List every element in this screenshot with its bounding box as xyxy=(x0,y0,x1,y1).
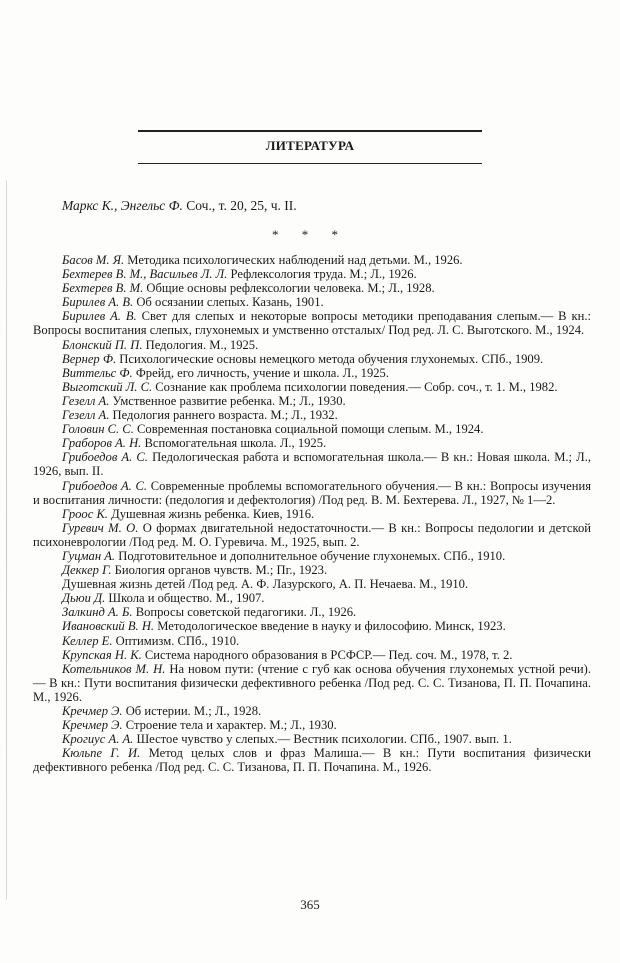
reference-authors: Кречмер Э. xyxy=(62,718,123,733)
heading-top-rule xyxy=(138,130,482,132)
reference-text: Рефлексология труда. М.; Л., 1926. xyxy=(227,267,417,282)
reference-text: На новом пути: (чтение с губ как основа обучения глухонемых устной речи).— В кн.: Пути воспитания физически дефективного ребенка /Под ред. С. С. Тизанова, П. П. Почапина. М., 1926. xyxy=(33,661,592,704)
reference-text: Школа и общество. М., 1907. xyxy=(105,591,265,606)
reference-text: Современная постановка социальной помощи слепым. М., 1924. xyxy=(133,422,484,437)
reference-item xyxy=(33,295,591,309)
heading-bottom-rule xyxy=(138,163,482,164)
reference-list xyxy=(33,253,591,774)
reference-item xyxy=(33,281,591,295)
reference-text: Педология раннего возраста. М.; Л., 1932. xyxy=(109,408,338,423)
reference-text: Психологические основы немецкого метода обучения глухонемых. СПб., 1909. xyxy=(116,351,544,366)
reference-item xyxy=(33,450,591,478)
reference-text: Душевная жизнь детей /Под ред. А. Ф. Лазурского, А. П. Нечаева. М., 1910. xyxy=(62,577,469,592)
reference-text: Подготовительное и дополнительное обучение глухонемых. СПб., 1910. xyxy=(115,548,506,563)
reference-item xyxy=(33,746,591,774)
reference-authors: Виттельс Ф. xyxy=(62,365,133,380)
reference-text: Сознание как проблема психологии поведения.— Собр. соч., т. 1. М., 1982. xyxy=(152,379,558,394)
reference-text: Об осязании слепых. Казань, 1901. xyxy=(133,295,324,310)
reference-authors: Басов М. Я. xyxy=(62,253,125,267)
reference-authors: Блонский П. П. xyxy=(62,337,143,352)
reference-item xyxy=(33,253,591,267)
reference-item xyxy=(33,479,591,507)
reference-authors: Грибоедов А. С. xyxy=(62,450,148,465)
reference-text: О формах двигательной недостаточности.— В кн.: Вопросы педологии и детской психоневрологии /Под ред. М. О. Гуревича. М., 1925, вып. 2. xyxy=(33,520,591,549)
reference-authors: Залкинд А. Б. xyxy=(62,605,133,620)
marx-engels-reference xyxy=(62,198,297,214)
reference-text: Методика психологических наблюдений над детьми. М., 1926. xyxy=(124,253,463,267)
page-title: ЛИТЕРАТУРА xyxy=(265,138,355,153)
reference-text: Общие основы рефлексологии человека. М.; Л., 1928. xyxy=(143,281,435,296)
reference-item xyxy=(33,436,591,450)
reference-authors: Грибоедов А. С. xyxy=(62,478,148,493)
reference-authors: Бирилев А. В. xyxy=(62,295,134,310)
reference-text: Современные проблемы вспомогательного обучения.— В кн.: Вопросы изучения и воспитания личности: (педология и дефектология) /Под ред. В. М. Бехтерева. Л., 1927, № 1—2. xyxy=(33,478,591,507)
reference-text: Педологическая работа и вспомогательная школа.— В кн.: Новая школа. М.; Л., 1926, вып. II. xyxy=(33,450,592,479)
reference-text: Умственное развитие ребенка. М.; Л., 1930. xyxy=(109,393,346,408)
reference-authors: Головин С. С. xyxy=(62,422,134,437)
reference-item xyxy=(33,521,591,549)
reference-authors: Деккер Г. xyxy=(62,563,112,578)
reference-item xyxy=(33,563,591,577)
reference-authors: Вернер Ф. xyxy=(62,351,117,366)
reference-authors: Дьюи Д. xyxy=(62,591,106,606)
reference-item xyxy=(33,718,591,732)
reference-item xyxy=(33,507,591,521)
reference-authors: Крупская Н. К. xyxy=(62,647,142,662)
reference-authors: Крогиус А. А. xyxy=(62,732,134,747)
reference-text: Метод целых слов и фраз Малиша.— В кн.: Пути воспитания физически дефективного ребенка /Под ред. С. С. Тизанова, П. П. Почапина. М., 1926. xyxy=(33,746,591,775)
reference-text: Вспомогательная школа. Л., 1925. xyxy=(141,436,327,451)
reference-item xyxy=(33,605,591,619)
reference-text: Система народного образования в РСФСР.— Пед. соч. М., 1978, т. 2. xyxy=(141,647,513,662)
reference-item xyxy=(33,732,591,746)
section-separator: * * * xyxy=(272,227,348,242)
reference-text: Свет для слепых и некоторые вопросы методики преподавания слепым.— В кн.: Вопросы воспитания слепых, глухонемых и умственно отсталых/ Под ред. Л. С. Выготского. М., 1924. xyxy=(33,309,591,338)
reference-item xyxy=(33,366,591,380)
reference-text: Фрейд, его личность, учение и школа. Л., 1925. xyxy=(132,365,389,380)
reference-item xyxy=(33,648,591,662)
reference-authors: Гроос К. xyxy=(62,506,108,521)
reference-item xyxy=(33,380,591,394)
reference-authors: Котельников М. Н. xyxy=(62,661,166,676)
reference-item xyxy=(33,394,591,408)
reference-item xyxy=(33,338,591,352)
reference-text: Об истерии. М.; Л., 1928. xyxy=(122,704,262,718)
reference-authors: Выготский Л. С. xyxy=(62,379,153,394)
reference-item xyxy=(33,267,591,281)
reference-item xyxy=(33,408,591,422)
reference-item xyxy=(33,634,591,648)
reference-authors: Келлер Е. xyxy=(62,633,113,648)
reference-item xyxy=(33,704,591,718)
reference-authors: Бехтерев В. М. xyxy=(62,281,144,296)
reference-authors: Ивановский В. Н. xyxy=(62,619,155,634)
scan-edge-shadow xyxy=(6,180,7,900)
reference-authors: Кречмер Э. xyxy=(62,704,123,718)
reference-item xyxy=(33,549,591,563)
reference-text: Душевная жизнь ребенка. Киев, 1916. xyxy=(107,506,315,521)
reference-authors: Граборов А. Н. xyxy=(62,436,142,451)
reference-text: Педология. М., 1925. xyxy=(142,337,259,352)
reference-item xyxy=(33,422,591,436)
reference-authors: Гуцман А. xyxy=(62,548,116,563)
reference-text: Оптимизм. СПб., 1910. xyxy=(112,633,240,648)
reference-text: Вопросы советской педагогики. Л., 1926. xyxy=(132,605,357,620)
reference-authors: Кюльпе Г. И. xyxy=(62,746,141,761)
reference-authors: Маркс К., Энгельс Ф. xyxy=(62,198,183,213)
reference-item xyxy=(33,577,591,591)
reference-authors: Гезелл А. xyxy=(62,393,110,408)
page-number: 365 xyxy=(300,897,320,912)
reference-item xyxy=(33,352,591,366)
reference-text: Шестое чувство у слепых.— Вестник психологии. СПб., 1907. вып. 1. xyxy=(133,732,512,747)
reference-text: Строение тела и характер. М.; Л., 1930. xyxy=(122,718,337,733)
reference-item xyxy=(33,591,591,605)
reference-authors: Гезелл А. xyxy=(62,408,110,423)
reference-authors: Бехтерев В. М., Васильев Л. Л. xyxy=(62,267,228,282)
reference-text: Соч., т. 20, 25, ч. II. xyxy=(182,198,297,213)
reference-item xyxy=(33,619,591,633)
reference-text: Методологическое введение в науку и философию. Минск, 1923. xyxy=(154,619,506,634)
reference-item xyxy=(33,309,591,337)
reference-text: Биология органов чувств. М.; Пг., 1923. xyxy=(111,563,328,578)
reference-authors: Гуревич М. О. xyxy=(62,520,139,535)
reference-authors: Бирилев А. В. xyxy=(62,309,137,324)
reference-item xyxy=(33,662,591,704)
